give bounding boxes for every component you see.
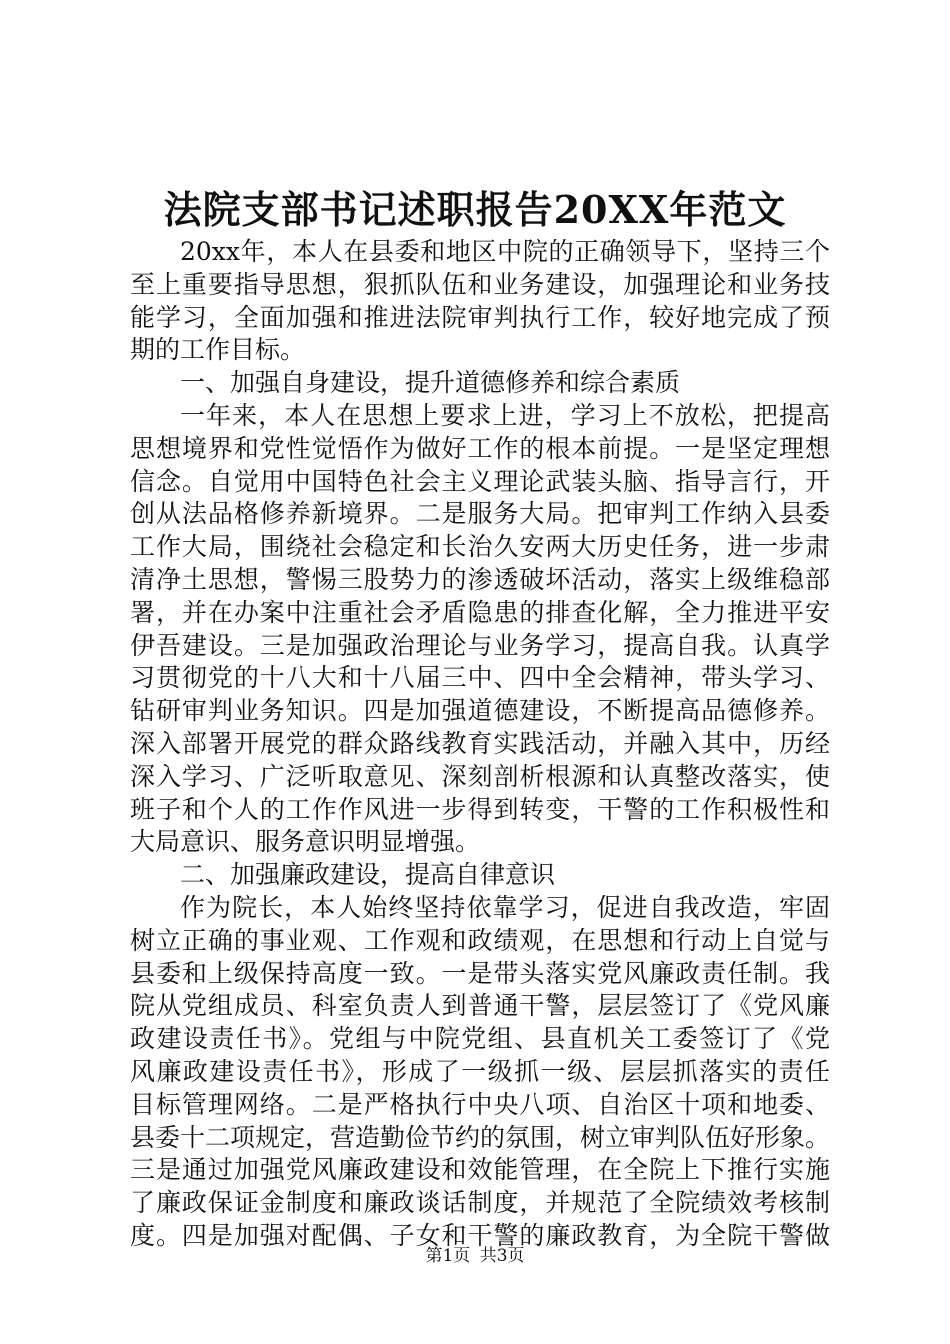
text-line: 风廉政建设责任书》，形成了一级抓一级、层层抓落实的责任	[130, 1056, 830, 1086]
text-line: 钻研审判业务知识。四是加强道德建设，不断提高品德修养。	[130, 696, 830, 726]
text-line: 院从党组成员、科室负责人到普通干警，层层签订了《党风廉	[130, 991, 830, 1021]
text-line: 信念。自觉用中国特色社会主义理论武装头脑、指导言行，开	[130, 466, 830, 496]
text-line: 能学习，全面加强和推进法院审判执行工作，较好地完成了预	[130, 302, 830, 332]
page-total: 共3页	[479, 1246, 525, 1266]
text-line: 工作大局，围绕社会稳定和长治久安两大历史任务，进一步肃	[130, 532, 830, 562]
text-line: 深入部署开展党的群众路线教育实践活动，并融入其中，历经	[130, 728, 830, 758]
text-line: 度。四是加强对配偶、子女和干警的廉政教育，为全院干警做	[130, 1220, 830, 1250]
text-line: 树立正确的事业观、工作观和政绩观，在思想和行动上自觉与	[130, 925, 830, 955]
text-line: 习贯彻党的十八大和十八届三中、四中全会精神，带头学习、	[130, 663, 830, 693]
text-line: 三是通过加强党风廉政建设和效能管理，在全院上下推行实施	[130, 1155, 830, 1185]
text-line: 创从法品格修养新境界。二是服务大局。把审判工作纳入县委	[130, 499, 830, 529]
text-line: 思想境界和党性觉悟作为做好工作的根本前提。一是坚定理想	[130, 433, 830, 463]
text-line: 政建设责任书》。党组与中院党组、县直机关工委签订了《党	[130, 1024, 830, 1054]
text-line: 县委和上级保持高度一致。一是带头落实党风廉政责任制。我	[130, 958, 830, 988]
text-line: 作为院长，本人始终坚持依靠学习，促进自我改造，牢固	[180, 892, 830, 922]
page-footer	[0, 1244, 950, 1268]
text-line: 了廉政保证金制度和廉政谈话制度，并规范了全院绩效考核制	[130, 1188, 830, 1218]
text-line: 伊吾建设。三是加强政治理论与业务学习，提高自我。认真学	[130, 630, 830, 660]
text-line: 期的工作目标。	[130, 335, 306, 365]
document-title: 法院支部书记述职报告20XX年范文	[163, 187, 787, 232]
text-line: 署，并在办案中注重社会矛盾隐患的排查化解，全力推进平安	[130, 597, 830, 627]
text-line: 一年来，本人在思想上要求上进，学习上不放松，把提高	[180, 400, 830, 430]
document-body	[130, 236, 830, 1253]
text-line: 清净土思想，警惕三股势力的渗透破坏活动，落实上级维稳部	[130, 564, 830, 594]
text-line: 20xx年，本人在县委和地区中院的正确领导下，坚持三个	[180, 237, 830, 266]
text-line: 大局意识、服务意识明显增强。	[130, 827, 481, 857]
text-line: 二、加强廉政建设，提高自律意识	[180, 860, 556, 890]
text-line: 至上重要指导思想，狠抓队伍和业务建设，加强理论和业务技	[130, 269, 830, 299]
text-line: 目标管理网络。二是严格执行中央八项、自治区十项和地委、	[130, 1089, 830, 1119]
text-line: 一、加强自身建设，提升道德修养和综合素质	[180, 368, 681, 398]
page-number: 第1页	[425, 1246, 471, 1266]
text-line: 班子和个人的工作作风进一步得到转变，干警的工作积极性和	[130, 794, 830, 824]
text-line: 县委十二项规定，营造勤俭节约的氛围，树立审判队伍好形象。	[130, 1122, 831, 1152]
text-line: 深入学习、广泛听取意见、深刻剖析根源和认真整改落实，使	[130, 761, 830, 791]
